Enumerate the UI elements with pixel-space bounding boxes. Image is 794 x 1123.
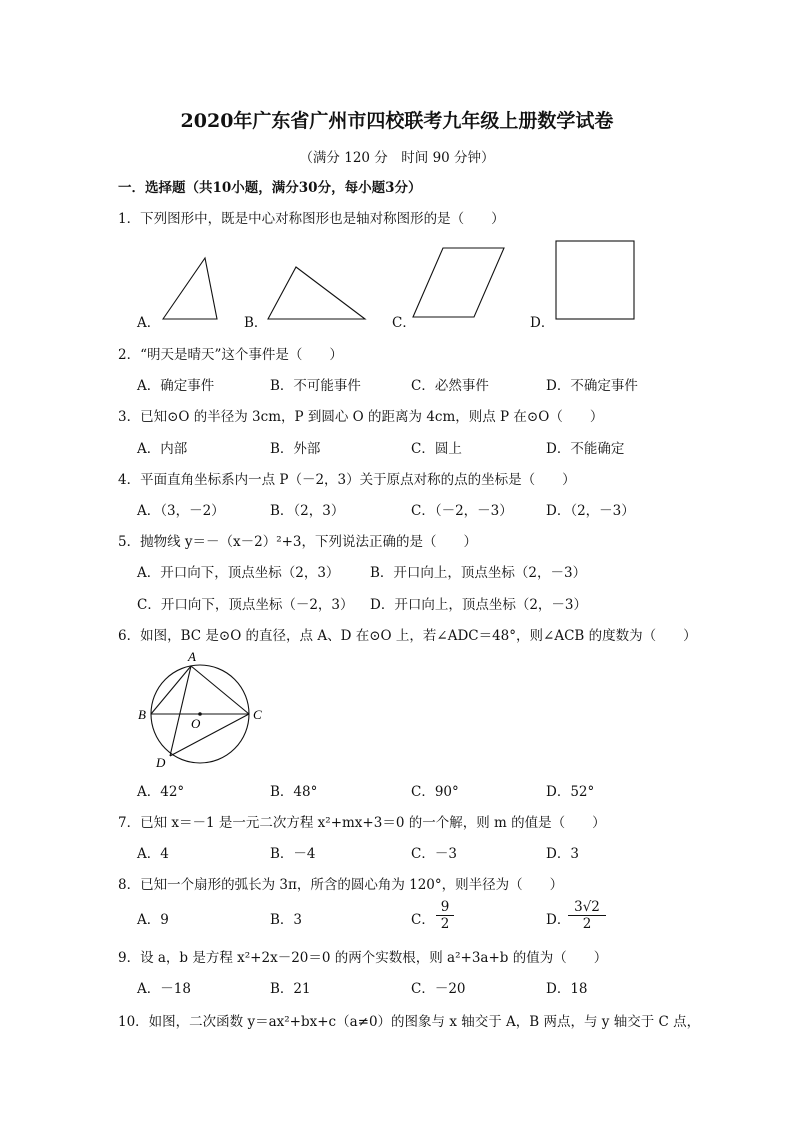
question-stem: 4．平面直角坐标系内一点 P（－2，3）关于原点对称的点的坐标是（ ） bbox=[118, 472, 576, 488]
question-stem: 2．“明天是晴天”这个事件是（ ） bbox=[118, 347, 343, 363]
question-stem: 10．如图，二次函数 y＝ax²+bx+c（a≠0）的图象与 x 轴交于 A，B 两点，与 y 轴交于 C 点， bbox=[118, 1014, 701, 1030]
square-figure bbox=[554, 239, 636, 321]
option-label: A．内部 bbox=[137, 441, 188, 457]
option-label: C．90° bbox=[411, 784, 459, 800]
option-label: B．48° bbox=[270, 784, 318, 800]
option-label: D．3 bbox=[546, 846, 579, 862]
question-stem: 5．抛物线 y＝－（x－2）²+3，下列说法正确的是（ ） bbox=[118, 534, 478, 550]
fraction-nine-halves bbox=[436, 899, 454, 932]
option-label: D．不能确定 bbox=[546, 441, 625, 457]
point-label: B bbox=[138, 707, 146, 722]
option-label: B．－4 bbox=[270, 846, 316, 862]
option-label: B． bbox=[244, 315, 268, 331]
option-label: D．（2，－3） bbox=[546, 503, 635, 519]
page-title: 2020年广东省广州市四校联考九年级上册数学试卷 bbox=[180, 110, 614, 132]
option-label: A．9 bbox=[137, 912, 169, 928]
point-label: O bbox=[191, 716, 201, 731]
option-label: B．外部 bbox=[270, 441, 321, 457]
option-label: D．不确定事件 bbox=[546, 378, 638, 394]
question-stem: 3．已知⊙O 的半径为 3cm，P 到圆心 O 的距离为 4cm，则点 P 在⊙O（ ） bbox=[118, 409, 604, 425]
circle-geometry-figure bbox=[134, 645, 274, 769]
option-label: A．（3，－2） bbox=[137, 503, 225, 519]
fraction-numerator: 9 bbox=[440, 899, 450, 915]
option-label: D． bbox=[530, 315, 555, 331]
option-label: C．开口向下，顶点坐标（－2，3） bbox=[137, 597, 354, 613]
option-label: A．确定事件 bbox=[137, 378, 215, 394]
option-label: C．必然事件 bbox=[411, 378, 489, 394]
option-label: A．开口向下，顶点坐标（2，3） bbox=[137, 565, 340, 581]
option-label: B．3 bbox=[270, 912, 303, 928]
option-label: C． bbox=[392, 315, 416, 331]
point-label: A bbox=[188, 649, 196, 664]
triangle-obtuse-figure bbox=[265, 264, 369, 322]
fraction-denominator: 2 bbox=[568, 915, 606, 932]
fraction-denominator: 2 bbox=[436, 915, 454, 932]
option-label: A．4 bbox=[137, 846, 169, 862]
option-label: C．－3 bbox=[411, 846, 457, 862]
question-stem: 1．下列图形中，既是中心对称图形也是轴对称图形的是（ ） bbox=[118, 211, 505, 227]
option-label: B．21 bbox=[270, 981, 311, 997]
parallelogram-figure bbox=[410, 245, 508, 321]
option-label: B．不可能事件 bbox=[270, 378, 361, 394]
fraction-numerator: 3√2 bbox=[574, 899, 600, 915]
option-label: C．（－2，－3） bbox=[411, 503, 513, 519]
point-label: D bbox=[156, 755, 166, 769]
option-label: C．圆上 bbox=[411, 441, 462, 457]
question-stem: 8．已知一个扇形的弧长为 3π，所含的圆心角为 120°，则半径为（ ） bbox=[118, 877, 564, 893]
question-stem: 9．设 a，b 是方程 x²+2x－20＝0 的两个实数根，则 a²+3a+b 的值为（ ） bbox=[118, 950, 608, 966]
fraction-three-root-two-halves bbox=[568, 899, 606, 932]
point-label: C bbox=[253, 707, 262, 722]
option-label: C． bbox=[411, 912, 435, 928]
section-heading: 一．选择题（共10小题，满分30分，每小题3分） bbox=[118, 180, 422, 196]
option-label: A． bbox=[137, 315, 161, 331]
option-label: C．－20 bbox=[411, 981, 466, 997]
option-label: A．－18 bbox=[137, 981, 191, 997]
option-label: D．18 bbox=[546, 981, 588, 997]
option-label: D．52° bbox=[546, 784, 595, 800]
option-label: B．开口向上，顶点坐标（2，－3） bbox=[370, 565, 587, 581]
exam-info: （满分 120 分 时间 90 分钟） bbox=[299, 150, 495, 166]
triangle-acute-figure bbox=[160, 255, 220, 323]
question-stem: 7．已知 x＝－1 是一元二次方程 x²+mx+3＝0 的一个解，则 m 的值是（ ） bbox=[118, 815, 606, 831]
question-stem: 6．如图，BC 是⊙O 的直径，点 A、D 在⊙O 上，若∠ADC＝48°，则∠ACB 的度数为（ ） bbox=[118, 628, 697, 644]
option-label: B．（2，3） bbox=[270, 503, 345, 519]
option-label: D． bbox=[546, 912, 571, 928]
option-label: D．开口向上，顶点坐标（2，－3） bbox=[370, 597, 588, 613]
option-label: A．42° bbox=[137, 784, 185, 800]
